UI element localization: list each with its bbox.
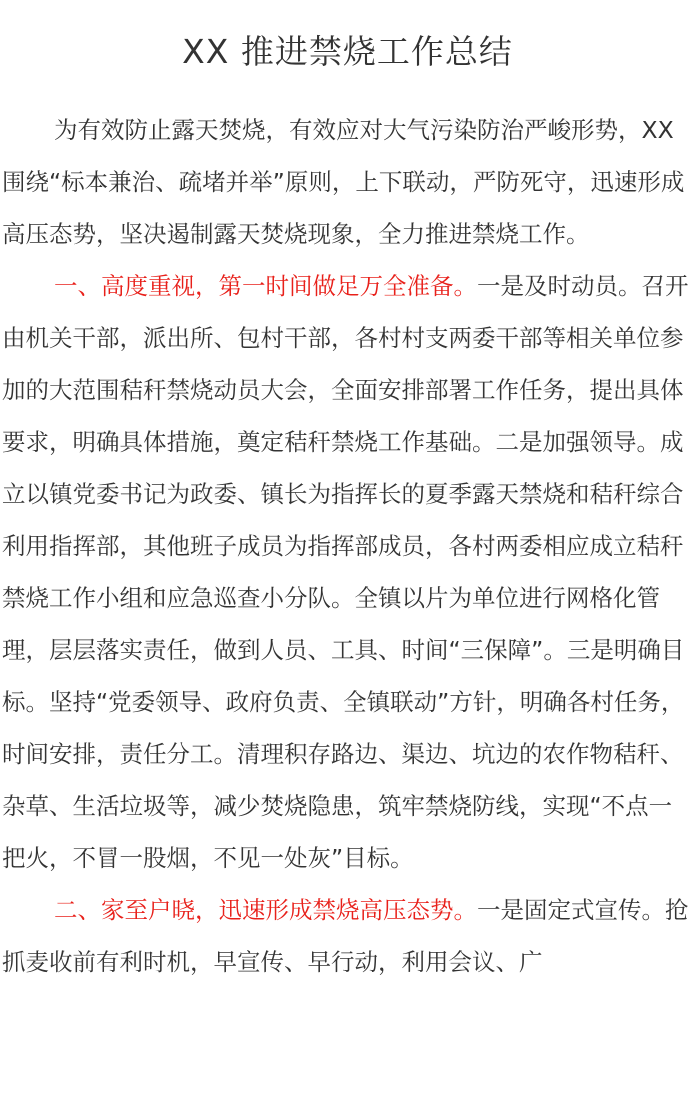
- section-1-body: 一是及时动员。召开由机关干部，派出所、包村干部，各村村支两委干部等相关单位参加的大范围秸秆禁烧动员大会，全面安排部署工作任务，提出具体要求，明确具体措施，奠定秸秆禁烧工作基础。二是加强领导。成立以镇党委书记为政委、镇长为指挥长的夏季露天禁烧和秸秆综合利用指挥部，其他班子成员为指挥部成员，各村两委相应成立秸秆禁烧工作小组和应急巡查小分队。全镇以片为单位进行网格化管理，层层落实责任，做到人员、工具、时间“三保障”。三是明确目标。坚持“党委领导、政府负责、全镇联动”方针，明确各村任务，时间安排，责任分工。清理积存路边、渠边、坑边的农作物秸秆、杂草、生活垃圾等，减少焚烧隐患，筑牢禁烧防线，实现“不点一把火，不冒一股烟，不见一处灰”目标。: [2, 272, 689, 872]
- section-1-paragraph: [2, 260, 693, 884]
- section-2-heading: 二、家至户晓，迅速形成禁烧高压态势。: [54, 896, 477, 924]
- section-2-body: 一是固定式宣传。抢抓麦收前有利时机，早宣传、早行动，利用会议、广: [2, 896, 689, 976]
- section-2-paragraph: [2, 884, 693, 988]
- document-title: XX 推进禁烧工作总结: [182, 32, 513, 71]
- intro-paragraph: [2, 104, 693, 260]
- intro-text: 为有效防止露天焚烧，有效应对大气污染防治严峻形势，XX 围绕“标本兼治、疏堵并举”原则，上下联动，严防死守，迅速形成高压态势，坚决遏制露天焚烧现象，全力推进禁烧工作。: [2, 116, 685, 248]
- section-1-heading: 一、高度重视，第一时间做足万全准备。: [54, 272, 477, 300]
